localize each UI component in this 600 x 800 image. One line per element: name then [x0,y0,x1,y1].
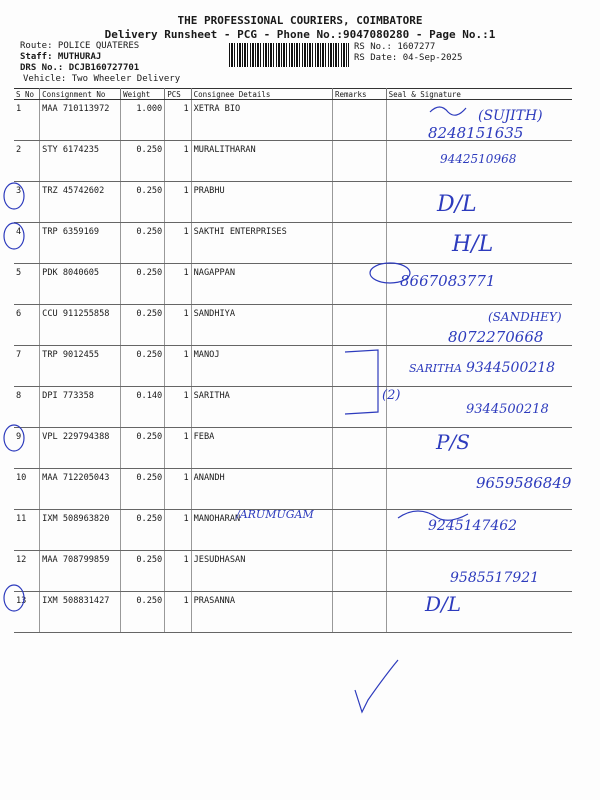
cell-sno: 8 [14,387,40,428]
cell-sno: 2 [14,141,40,182]
cell-pcs: 1 [165,182,191,223]
bottom-tick-mark [355,660,398,712]
col-weight: Weight [121,89,165,100]
row4-hl-mark: H/L [452,232,494,257]
staff-label: Staff: MUTHURAJ [20,52,102,62]
cell-consignee: MANOJ [191,346,332,387]
cell-pcs: 1 [165,141,191,182]
cell-weight: 0.250 [121,346,165,387]
row1-name-note: (SUJITH) [478,108,543,124]
cell-consignee: ANANDH [191,469,332,510]
cell-consignee: MANOHARAN [191,510,332,551]
cell-weight: 0.250 [121,305,165,346]
cell-consignment: IXM 508963820 [40,510,121,551]
cell-consignment: STY 6174235 [40,141,121,182]
cell-pcs: 1 [165,305,191,346]
row7-name-note: SARITHA [409,362,462,375]
cell-sno: 5 [14,264,40,305]
cell-weight: 0.250 [121,182,165,223]
cell-consignment: MAA 708799859 [40,551,121,592]
cell-weight: 0.250 [121,223,165,264]
cell-pcs: 1 [165,100,191,141]
cell-weight: 0.250 [121,510,165,551]
cell-weight: 0.250 [121,141,165,182]
cell-weight: 0.250 [121,551,165,592]
col-signature: Seal & Signature [386,89,572,100]
cell-weight: 0.140 [121,387,165,428]
col-consignment: Consignment No [40,89,121,100]
rs-number: RS No.: 1607277 [354,42,436,52]
cell-consignment: IXM 508831427 [40,592,121,633]
row9-ps-mark: P/S [436,430,470,454]
route-label: Route: POLICE QUATERES [20,41,140,51]
rs-date: RS Date: 04-Sep-2025 [354,53,463,63]
row12-phone-note: 9585517921 [450,570,540,586]
row1-phone-note: 8248151635 [428,124,524,142]
cell-pcs: 1 [165,592,191,633]
row6-phone-note: 8072270668 [448,328,544,346]
cell-sno: 10 [14,469,40,510]
row10-phone-note: 9659586849 [476,474,572,492]
row6-name-note: (SANDHEY) [488,310,562,324]
runsheet-subtitle: Delivery Runsheet - PCG - Phone No.:9047080280 - Page No.:1 [104,28,496,41]
cell-consignee: JESUDHASAN [191,551,332,592]
cell-sno: 13 [14,592,40,633]
row4-circle-mark [4,223,24,249]
cell-sno: 9 [14,428,40,469]
cell-consignee: PRASANNA [191,592,332,633]
cell-pcs: 1 [165,346,191,387]
row7-phone-note: 9344500218 [466,360,556,376]
cell-sno: 3 [14,182,40,223]
cell-weight: 0.250 [121,264,165,305]
cell-consignee: XETRA BIO [191,100,332,141]
col-sno: S No [14,89,40,100]
cell-weight: 0.250 [121,469,165,510]
cell-consignment: TRP 6359169 [40,223,121,264]
row2-phone-note: 9442510968 [440,152,517,166]
cell-sno: 11 [14,510,40,551]
row13-circle-mark [4,585,24,611]
cell-consignment: MAA 710113972 [40,100,121,141]
cell-pcs: 1 [165,510,191,551]
row3-dl-mark: D/L [437,192,477,217]
cell-pcs: 1 [165,223,191,264]
company-title: THE PROFESSIONAL COURIERS, COIMBATORE [177,14,423,27]
cell-consignee: SAKTHI ENTERPRISES [191,223,332,264]
row3-circle-mark [4,183,24,209]
cell-pcs: 1 [165,428,191,469]
cell-sno: 7 [14,346,40,387]
cell-sno: 4 [14,223,40,264]
cell-weight: 1.000 [121,100,165,141]
row11-extra-name: /ARUMUGAM [236,508,314,521]
col-consignee: Consignee Details [191,89,332,100]
row9-circle-mark [4,425,24,451]
row5-phone-note: 8667083771 [400,272,496,290]
cell-weight: 0.250 [121,592,165,633]
cell-sno: 6 [14,305,40,346]
cell-pcs: 1 [165,551,191,592]
cell-consignment: TRP 9012455 [40,346,121,387]
col-remarks: Remarks [332,89,386,100]
cell-consignee: NAGAPPAN [191,264,332,305]
vehicle-label: Vehicle: Two Wheeler Delivery [23,74,181,84]
cell-consignee: MURALITHARAN [191,141,332,182]
cell-sno: 1 [14,100,40,141]
row13-dl-mark: D/L [425,592,462,616]
drs-number: DRS No.: DCJB160727701 [20,63,140,73]
cell-pcs: 1 [165,387,191,428]
cell-weight: 0.250 [121,428,165,469]
cell-consignee: FEBA [191,428,332,469]
cell-consignment: CCU 911255858 [40,305,121,346]
cell-consignee: SARITHA [191,387,332,428]
cell-consignment: DPI 773358 [40,387,121,428]
cell-consignment: PDK 8040605 [40,264,121,305]
cell-pcs: 1 [165,469,191,510]
row8-phone-note: 9344500218 [466,402,549,417]
cell-consignment: MAA 712205043 [40,469,121,510]
row8-circle-note: (2) [382,388,401,403]
col-pcs: PCS [165,89,191,100]
row7-8-bracket [345,350,378,414]
cell-pcs: 1 [165,264,191,305]
cell-consignment: TRZ 45742602 [40,182,121,223]
cell-consignment: VPL 229794388 [40,428,121,469]
row1-signature-stroke [430,107,466,115]
cell-consignee: SANDHIYA [191,305,332,346]
cell-consignee: PRABHU [191,182,332,223]
row11-phone-note: 9245147462 [428,518,518,534]
cell-sno: 12 [14,551,40,592]
